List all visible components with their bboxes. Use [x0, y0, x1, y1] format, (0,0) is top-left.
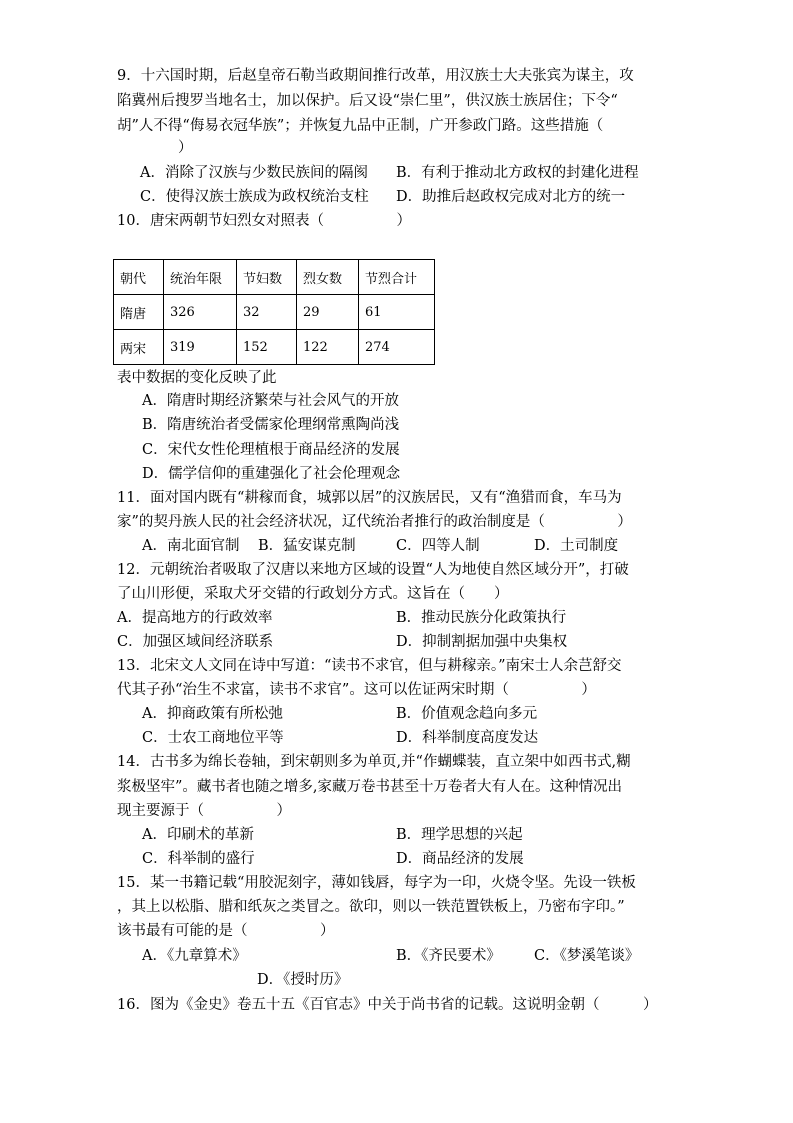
q15-option-c: C．《梦溪笔谈》 — [534, 948, 640, 964]
q15-stem-line-3: 该书最有可能的是（ ） — [117, 923, 335, 939]
q13-stem-line-2: 代其子孙“治生不求富，读书不求官”。这可以佐证两宋时期（ ） — [117, 682, 596, 698]
table-row — [114, 295, 435, 330]
q11-option-d: D．土司制度 — [534, 538, 619, 554]
q11-option-c: C．四等人制 — [396, 538, 480, 554]
table-cell: 326 — [164, 295, 237, 330]
q14-option-a: A．印刷术的革新 — [142, 827, 254, 843]
q9-stem-line-2: 陷冀州后搜罗当地名士，加以保护。后又设“崇仁里”，供汉族士族居住；下令“ — [117, 93, 618, 109]
q9-option-d: D．助推后赵政权完成对北方的统一 — [396, 189, 626, 205]
q9-stem-line-4: ） — [178, 140, 193, 156]
q15-stem-line-1: 15．某一书籍记载“用胶泥刻字，薄如钱唇，每字为一印，火烧令坚。先设一铁板 — [117, 875, 636, 891]
q12-stem-line-1: 12．元朝统治者吸取了汉唐以来地方区域的设置“人为地使自然区域分开”，打破 — [117, 562, 629, 578]
q13-option-d: D．科举制度高度发达 — [396, 730, 539, 746]
table-cell: 61 — [359, 295, 435, 330]
q9-option-a: A．消除了汉族与少数民族间的隔阂 — [140, 165, 368, 181]
q16-stem: 16．图为《金史》卷五十五《百官志》中关于尚书省的记载。这说明金朝（ ） — [117, 997, 658, 1013]
table-cell: 32 — [237, 295, 297, 330]
table-cell: 两宋 — [114, 330, 164, 365]
q14-option-b: B．理学思想的兴起 — [396, 827, 523, 843]
q12-option-b: B．推动民族分化政策执行 — [396, 610, 567, 626]
q9-stem-line-1: 9．十六国时期，后赵皇帝石勒当政期间推行改革，用汉族士大夫张宾为谋主，攻 — [117, 68, 634, 84]
q14-stem-line-3: 现主要源于（ ） — [117, 803, 291, 819]
q10-comparison-table — [113, 259, 435, 365]
q13-option-b: B．价值观念趋向多元 — [396, 706, 538, 722]
q11-option-b: B．猛安谋克制 — [258, 538, 356, 554]
q13-option-c: C．士农工商地位平等 — [142, 730, 284, 746]
q10-after-table: 表中数据的变化反映了此 — [117, 370, 277, 386]
q14-stem-line-2: 浆极坚牢”。藏书者也随之增多,家藏万卷书甚至十万卷者大有人在。这种情况出 — [117, 779, 623, 795]
q14-option-d: D．商品经济的发展 — [396, 851, 524, 867]
q10-option-b: B．隋唐统治者受儒家伦理纲常熏陶尚浅 — [142, 417, 400, 433]
q13-option-a: A．抑商政策有所松弛 — [142, 706, 283, 722]
table-cell: 319 — [164, 330, 237, 365]
table-header-cell: 朝代 — [114, 260, 164, 295]
q11-stem-line-2: 家”的契丹族人民的社会经济状况，辽代统治者推行的政治制度是（ ） — [117, 514, 632, 530]
table-header-cell: 节妇数 — [237, 260, 297, 295]
q9-option-b: B．有利于推动北方政权的封建化进程 — [396, 165, 639, 181]
q12-stem-line-2: 了山川形便，采取犬牙交错的行政划分方式。这旨在（ ） — [117, 586, 509, 602]
table-cell: 274 — [359, 330, 435, 365]
q13-stem-line-1: 13．北宋文人文同在诗中写道：“读书不求官，但与耕稼亲。”南宋士人余芑舒交 — [117, 658, 622, 674]
table-cell: 152 — [237, 330, 297, 365]
q9-stem-line-3: 胡”人不得“侮易衣冠华族”；并恢复九品中正制，广开参政门路。这些措施（ — [117, 118, 604, 134]
q15-stem-line-2: ，其上以松脂、腊和纸灰之类冒之。欲印，则以一铁范置铁板上，乃密布字印。” — [117, 899, 625, 915]
q11-stem-line-1: 11．面对国内既有“耕稼而食，城郭以居”的汉族居民，又有“渔猎而食，车马为 — [117, 490, 622, 506]
q15-option-a: A．《九章算术》 — [142, 948, 247, 964]
q10-option-a: A．隋唐时期经济繁荣与社会风气的开放 — [142, 393, 399, 409]
q15-option-d: D．《授时历》 — [257, 972, 349, 988]
q14-option-c: C．科举制的盛行 — [142, 851, 255, 867]
q10-option-d: D．儒学信仰的重建强化了社会伦理观念 — [142, 466, 401, 482]
table-header-cell: 烈女数 — [297, 260, 359, 295]
q10-stem: 10．唐宋两朝节妇烈女对照表（ ） — [117, 213, 411, 229]
table-header-cell: 节烈合计 — [359, 260, 435, 295]
q12-option-d: D．抑制割据加强中央集权 — [396, 634, 568, 650]
table-row — [114, 330, 435, 365]
table-cell: 29 — [297, 295, 359, 330]
table-cell: 隋唐 — [114, 295, 164, 330]
q14-stem-line-1: 14．古书多为绵长卷轴，到宋朝则多为单页,并“作蝴蝶装，直立架中如西书式,糊 — [117, 754, 631, 770]
q12-option-c: C．加强区域间经济联系 — [117, 634, 274, 650]
q9-option-c: C．使得汉族士族成为政权统治支柱 — [140, 189, 369, 205]
table-header-cell: 统治年限 — [164, 260, 237, 295]
table-header-row — [114, 260, 435, 295]
q15-option-b: B．《齐民要术》 — [396, 948, 501, 964]
table-cell: 122 — [297, 330, 359, 365]
q10-option-c: C．宋代女性伦理植根于商品经济的发展 — [142, 442, 400, 458]
q11-option-a: A．南北面官制 — [142, 538, 240, 554]
q12-option-a: A．提高地方的行政效率 — [117, 610, 273, 626]
